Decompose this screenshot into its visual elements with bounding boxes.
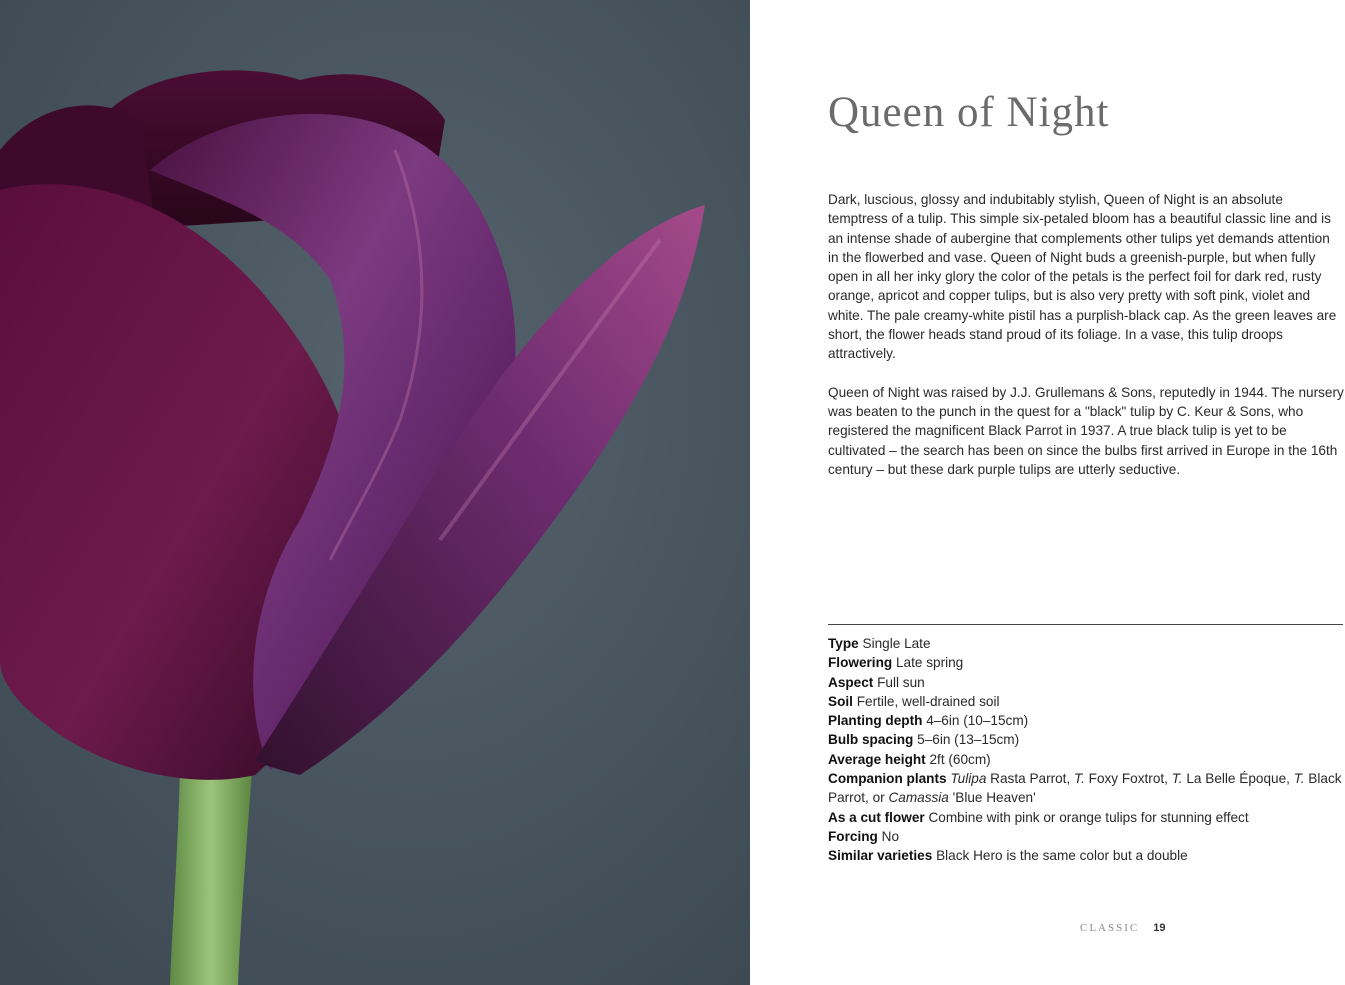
fact-soil (828, 692, 1344, 711)
fact-value: Combine with pink or orange tulips for stunning effect (928, 809, 1249, 825)
page-title: Queen of Night (828, 89, 1110, 136)
fact-label: Type (828, 636, 859, 651)
fact-value: Full sun (877, 674, 925, 690)
page-footer (1080, 918, 1166, 936)
fact-label: Companion plants (828, 771, 947, 787)
text-page (750, 0, 1345, 985)
fact-value-italic: Tulipa (950, 771, 987, 787)
section-name: CLASSIC (1080, 922, 1140, 934)
divider-rule (828, 624, 1343, 625)
fact-companion-plants (828, 769, 1344, 808)
page-number: 19 (1153, 922, 1166, 934)
fact-value-italic: T. (1293, 771, 1305, 787)
fact-flowering (828, 653, 1344, 672)
fact-value: Single Late (862, 636, 931, 651)
fact-label: Bulb spacing (828, 732, 914, 748)
paragraph: Dark, luscious, glossy and indubitably stylish, Queen of Night is an absolute temptress of a tulip. This simple six-petaled bloom has a beautiful classic line and is an intense shade of aubergine that complements other tulips yet demands attention in the flowerbed and vase. Queen of Night buds a greenish-purple, but when fully open in all her inky glory the color of the petals is the perfect foil for dark red, rusty orange, apricot and copper tulips, but is also very pretty with soft pink, violet and white. The pale creamy-white pistil has a purplish-black cap. As the green leaves are short, the flower heads stand proud of its foliage. In a vase, this tulip droops attractively. (828, 192, 1337, 362)
fact-average-height (828, 750, 1344, 769)
fact-value: 2ft (60cm) (929, 751, 991, 767)
fact-value: No (881, 828, 900, 844)
fact-similar-varieties (828, 846, 1344, 865)
fact-label: Flowering (828, 655, 893, 671)
fact-value-italic: Camassia (888, 790, 949, 806)
fact-value-italic: T. (1171, 771, 1183, 787)
fact-label: Soil (828, 693, 853, 709)
fact-forcing (828, 827, 1344, 846)
fact-cut-flower (828, 808, 1344, 827)
fact-value: Foxy Foxtrot, (1084, 771, 1172, 787)
fact-label: Similar varieties (828, 848, 933, 864)
fact-aspect (828, 673, 1344, 692)
fact-value: Rasta Parrot, (986, 771, 1075, 787)
fact-value: 4–6in (10–15cm) (926, 713, 1029, 729)
fact-value: 5–6in (13–15cm) (917, 732, 1020, 748)
fact-label: As a cut flower (828, 809, 925, 825)
fact-label: Average height (828, 751, 926, 767)
fact-value: Late spring (895, 655, 964, 671)
fact-value: La Belle Époque, (1182, 771, 1294, 787)
fact-label: Aspect (828, 674, 874, 690)
fact-value: Fertile, well-drained soil (856, 693, 1000, 709)
fact-label: Planting depth (828, 713, 923, 729)
fact-label: Forcing (828, 828, 878, 844)
fact-bulb-spacing (828, 730, 1344, 749)
paragraph: Queen of Night was raised by J.J. Grullemans & Sons, reputedly in 1944. The nursery was beaten to the punch in the quest for a "black" tulip by C. Keur & Sons, who registered the magnificent Black Parrot in 1937. A true black tulip is yet to be cultivated – the search has been on since the bulbs first arrived in Europe in the 16th century – but these dark purple tulips are utterly seductive. (828, 384, 1344, 477)
fact-value: 'Blue Heaven' (948, 790, 1036, 806)
fact-value-italic: T. (1074, 771, 1085, 787)
description (828, 190, 1344, 498)
fact-value: Black Hero is the same color but a double (936, 848, 1188, 864)
fact-value: Black Parrot, or (828, 771, 1342, 806)
fact-list (828, 634, 1344, 866)
fact-type (828, 634, 1344, 653)
fact-planting-depth (828, 711, 1344, 730)
